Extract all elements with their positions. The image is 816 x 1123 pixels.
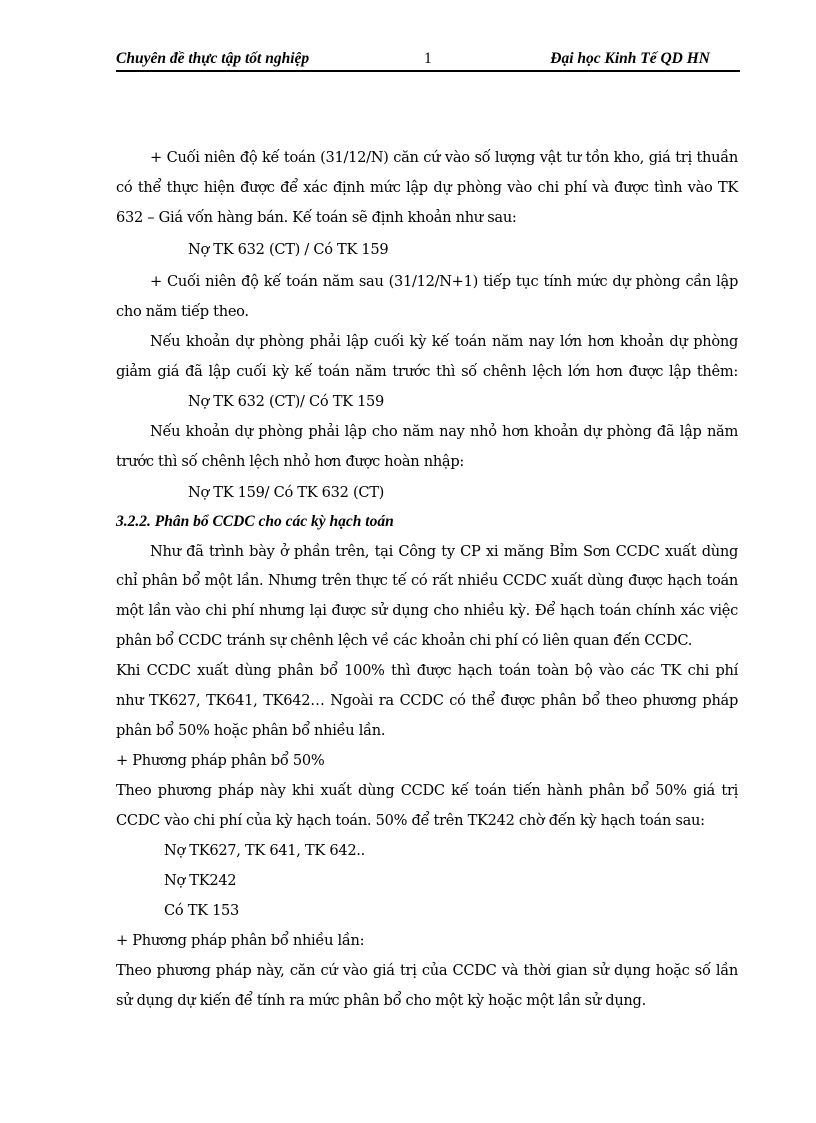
page-header: [116, 48, 740, 72]
text-line: + Phương pháp phân bổ 50%: [116, 752, 325, 769]
text-line: giảm giá đã lập cuối kỳ kế toán năm trước thì số chênh lệch lớn hơn được lập thêm:: [116, 363, 738, 380]
journal-entry: Nợ TK 159/ Có TK 632 (CT): [188, 484, 385, 501]
journal-entry: Nợ TK627, TK 641, TK 642..: [164, 842, 365, 859]
journal-entry: Nợ TK 632 (CT) / Có TK 159: [188, 241, 389, 258]
text-line: sử dụng dự kiến để tính ra mức phân bổ cho một kỳ hoặc một lần sử dụng.: [116, 992, 646, 1009]
text-line: như TK627, TK641, TK642… Ngoài ra CCDC có thể được phân bổ theo phương pháp: [116, 692, 738, 709]
text-line: Theo phương pháp này, căn cứ vào giá trị của CCDC và thời gian sử dụng hoặc số lần: [116, 962, 738, 979]
text-line: Khi CCDC xuất dùng phân bổ 100% thì được hạch toán toàn bộ vào các TK chi phí: [116, 662, 738, 679]
journal-entry: Nợ TK242: [164, 872, 237, 889]
text-line: phân bổ 50% hoặc phân bổ nhiều lần.: [116, 722, 386, 739]
header-university: Đại học Kinh Tế QD HN: [550, 50, 710, 67]
text-line: + Cuối niên độ kế toán (31/12/N) căn cứ vào số lượng vật tư tồn kho, giá trị thuần: [150, 149, 738, 166]
text-line: 632 – Giá vốn hàng bán. Kế toán sẽ định khoản như sau:: [116, 209, 517, 226]
text-line: Nếu khoản dự phòng phải lập cho năm nay nhỏ hơn khoản dự phòng đã lập năm: [150, 423, 738, 440]
journal-entry: Nợ TK 632 (CT)/ Có TK 159: [188, 393, 385, 410]
section-heading: 3.2.2. Phân bổ CCDC cho các kỳ hạch toán: [116, 513, 394, 530]
header-course-title: Chuyên đề thực tập tốt nghiệp: [116, 50, 310, 67]
text-line: phân bổ CCDC tránh sự chênh lệch về các khoản chi phí có liên quan đến CCDC.: [116, 632, 693, 649]
text-line: Nếu khoản dự phòng phải lập cuối kỳ kế toán năm nay lớn hơn khoản dự phòng: [150, 333, 738, 350]
text-line: chỉ phân bổ một lần. Nhưng trên thực tế có rất nhiều CCDC xuất dùng được hạch toán: [116, 572, 738, 589]
page-number: 1: [424, 50, 432, 67]
text-line: cho năm tiếp theo.: [116, 303, 249, 320]
text-line: có thể thực hiện được để xác định mức lập dự phòng vào chi phí và được tình vào TK: [116, 179, 738, 196]
journal-entry: Có TK 153: [164, 902, 240, 919]
text-line: CCDC vào chi phí của kỳ hạch toán. 50% để trên TK242 chờ đến kỳ hạch toán sau:: [116, 812, 705, 829]
text-line: + Phương pháp phân bổ nhiều lần:: [116, 932, 365, 949]
text-line: Như đã trình bày ở phần trên, tại Công ty CP xi măng Bỉm Sơn CCDC xuất dùng: [150, 543, 738, 560]
text-line: + Cuối niên độ kế toán năm sau (31/12/N+1) tiếp tục tính mức dự phòng cần lập: [150, 273, 738, 290]
text-line: một lần vào chi phí nhưng lại được sử dụng cho nhiều kỳ. Để hạch toán chính xác việc: [116, 602, 738, 619]
text-line: Theo phương pháp này khi xuất dùng CCDC kế toán tiến hành phân bổ 50% giá trị: [116, 782, 738, 799]
text-line: trước thì số chênh lệch nhỏ hơn được hoàn nhập:: [116, 453, 464, 470]
